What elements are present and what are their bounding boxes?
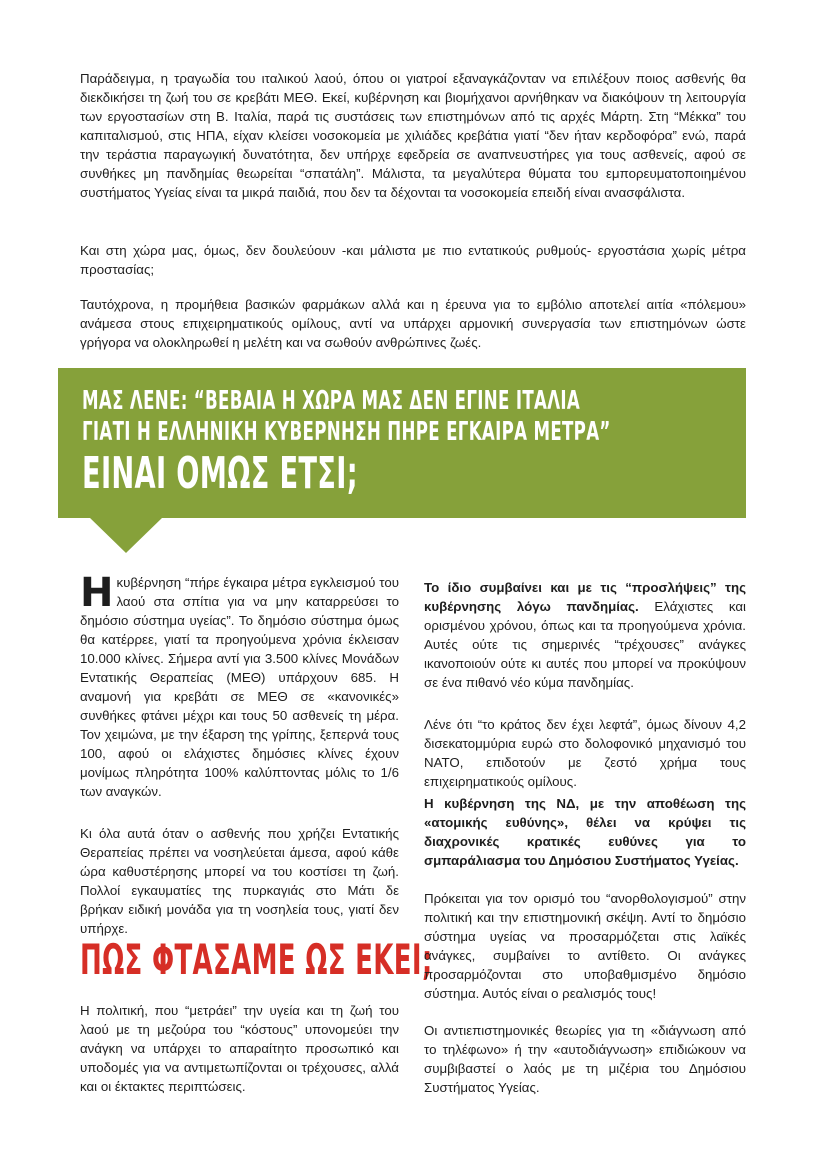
- right-paragraph-2: Λένε ότι “το κράτος δεν έχει λεφτά”, όμως δίνουν 4,2 δισεκατομμύρια ευρώ στο δολοφονικό μηχανισμό του ΝΑΤΟ, επιδοτούν με ζεστό χρήμα τους επιχειρηματικούς ομίλους.: [424, 717, 746, 789]
- right-paragraph-5: Οι αντιεπιστημονικές θεωρίες για τη «διάγνωση από το τηλέφωνο» ή την «αυτοδιάγνωση» επιδιώκουν να συμβιβαστεί ο λαός με τη μιζέρια του Δημόσιου Συστήματος Υγείας.: [424, 1023, 746, 1095]
- banner-line-1: ΜΑΣ ΛΕΝΕ: “ΒΕΒΑΙΑ Η ΧΩΡΑ ΜΑΣ ΔΕΝ ΕΓΙΝΕ ΙΤΑΛΙΑ: [82, 386, 581, 416]
- intro-paragraph-3: Ταυτόχρονα, η προμήθεια βασικών φαρμάκων αλλά και η έρευνα για το εμβόλιο αποτελεί αιτία «πόλεμου» ανάμεσα στους επιχειρηματικούς ομίλους, αντί να υπάρχει αρμονική συνεργασία των επιστημόνων ώστε γρήγορα να ολοκληρωθεί η μελέτη και να σωθούν ανθρώπινες ζωές.: [80, 297, 746, 350]
- right-paragraph-4: Πρόκειται για τον ορισμό του “ανορθολογισμού” στην πολιτική και την επιστημονική σκέψη. Αντί το δημόσιο σύστημα υγείας να προσαρμόζεται στις λαϊκές ανάγκες, συμβαίνει το αντίθετο. Οι ανάγκες προσαρμόζονται στο υποβαθμισμένο δημόσιο σύστημα. Αυτός είναι ο ρεαλισμός τους!: [424, 891, 746, 1001]
- headline-banner: [58, 368, 746, 518]
- intro-paragraph-2: Και στη χώρα μας, όμως, δεν δουλεύουν -και μάλιστα με πιο εντατικούς ρυθμούς- εργοστάσια χωρίς μέτρα προστασίας;: [80, 243, 746, 277]
- left-paragraph-2: Κι όλα αυτά όταν ο ασθενής που χρήζει Εντατικής Θεραπείας πρέπει να νοσηλεύεται άμεσα, αφού κάθε ώρα καθυστέρησης μπορεί να του κοστίσει τη ζωή. Πολλοί εγκαυματίες της πυρκαγιάς στο Μάτι δε βρήκαν ειδική μονάδα για τη νοσηλεία τους, γιατί δεν υπήρχε.: [80, 826, 399, 936]
- left-paragraph-3: Η πολιτική, που “μετράει” την υγεία και τη ζωή του λαού με τη μεζούρα του “κόστους” υπονομεύει την ανάγκη να υπάρχει το απαραίτητο προσωπικό και υποδομές για να αντιμετωπίζονται οι τρέχουσες, αλλά και οι έκτακτες περιπτώσεις.: [80, 1003, 399, 1094]
- banner-line-2: ΓΙΑΤΙ Η ΕΛΛΗΝΙΚΗ ΚΥΒΕΡΝΗΣΗ ΠΗΡΕ ΕΓΚΑΙΡΑ ΜΕΤΡΑ”: [82, 417, 611, 447]
- right-paragraph-1-bold: Το ίδιο συμβαίνει και με τις “προσλήψεις” της κυβέρνησης λόγω πανδημίας.: [424, 580, 746, 614]
- right-paragraph-3: [424, 794, 746, 870]
- banner-pointer: [89, 517, 163, 553]
- banner-question: ΕΙΝΑΙ ΟΜΩΣ ΕΤΣΙ;: [82, 448, 358, 499]
- drop-cap: Η: [80, 570, 114, 616]
- left-paragraph-1: [80, 570, 399, 801]
- right-paragraph-1-text: Ελάχιστες και ορισμένου χρόνου, όπως και τα προηγούμενα χρόνια. Αυτές ούτε τις σημερινές “τρέχουσες” ανάγκες ικανοποιούν ούτε κι αυτές που μπορεί να προκύψουν σε ένα πιθανό νέο κύμα πανδημίας.: [424, 599, 746, 690]
- right-paragraph-1: [424, 578, 746, 692]
- intro-paragraph-1: Παράδειγμα, η τραγωδία του ιταλικού λαού, όπου οι γιατροί εξαναγκάζονταν να επιλέξουν ποιος ασθενής θα διεκδικήσει τη ζωή του σε κρεβάτι ΜΕΘ. Εκεί, κυβέρνηση και βιομήχανοι αρνήθηκαν να διακόψουν τη λειτουργία των εργοστασίων στη Β. Ιταλία, παρά τις συστάσεις των επιστημόνων από τις αρχές Μάρτη. Στη “Μέκκα” του καπιταλισμού, στις ΗΠΑ, είχαν κλείσει νοσοκομεία με χιλιάδες κρεβάτια γιατί “δεν ήταν κερδοφόρα” ενώ, παρά την τεράστια παραγωγική δυνατότητα, δεν υπήρχε εφεδρεία σε αναπνευστήρες για τους ασθενείς, αφού σε συνθήκες μη πανδημίας θεωρείται “σπατάλη”. Μάλιστα, τα μεγαλύτερα θύματα του εμπορευματοποιημένου συστήματος Υγείας είναι τα μικρά παιδιά, που δεν τα δέχονται τα νοσοκομεία επειδή είναι ανασφάλιστα.: [80, 71, 746, 200]
- right-paragraph-3-bold: Η κυβέρνηση της ΝΔ, με την αποθέωση της «ατομικής ευθύνης», θέλει να κρύψει τις διαχρονικές κρατικές ευθύνες για το σμπαράλιασμα του Δημόσιου Συστήματος Υγείας.: [424, 796, 746, 868]
- section-heading: ΠΩΣ ΦΤΑΣΑΜΕ ΩΣ ΕΚΕΙ;: [80, 935, 433, 984]
- left-paragraph-1-text: κυβέρνηση “πήρε έγκαιρα μέτρα εγκλεισμού του λαού στα σπίτια για να μην καταρρεύσει το δημόσιο σύστημα υγείας”. Το δημόσιο σύστημα όμως θα κατέρρεε, γιατί τα προηγούμενα χρόνια έκλεισαν 10.000 κλίνες. Σήμερα αντί για 3.500 κλίνες Μονάδων Εντατικής Θεραπείας (ΜΕΘ) υπάρχουν 685. Η αναμονή για κρεβάτι σε ΜΕΘ σε «κανονικές» συνθήκες φτάνει μέχρι και τους 50 ασθενείς τη μέρα. Τον χειμώνα, με την έξαρση της γρίπης, ξεπερνά τους 100, αφού οι ελάχιστες δημόσιες κλίνες έχουν μονίμως πληρότητα 100% καλύπτοντας μόλις το 1/6 των αναγκών.: [80, 575, 399, 799]
